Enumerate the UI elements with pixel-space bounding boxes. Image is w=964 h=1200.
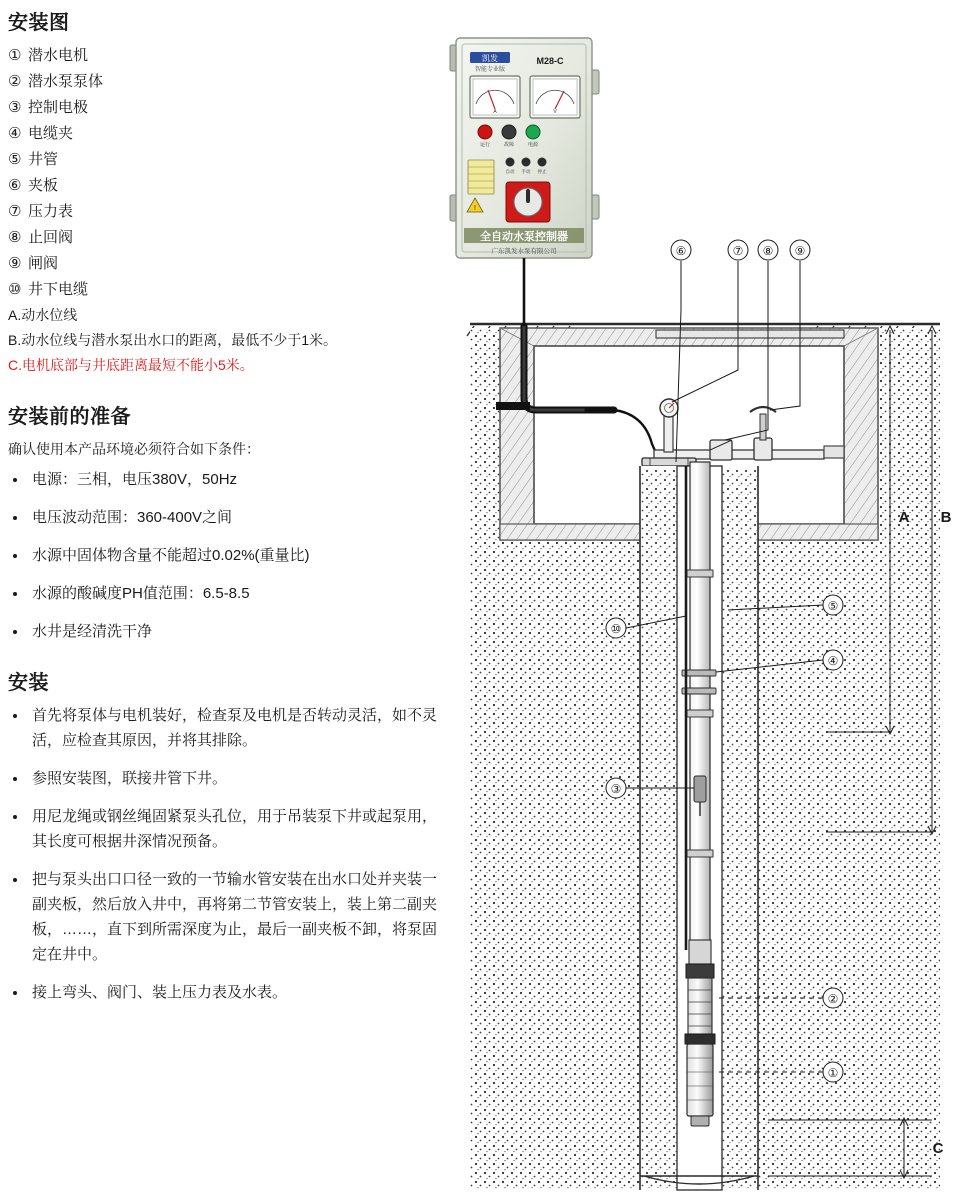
list-item: • 水源中固体物含量不能超过0.02%(重量比)	[28, 543, 438, 568]
legend-number: ②	[8, 73, 22, 90]
list-item	[8, 147, 438, 173]
pump-body	[685, 940, 715, 1044]
legend-number: ⑥	[8, 177, 22, 194]
controller-title: 全自动水泵控制器	[480, 231, 568, 243]
note-b: B.动水位线与潜水泵出水口的距离，最低不少于1米。	[8, 332, 338, 348]
list-item	[8, 199, 438, 225]
list-item: • 电源：三相，电压380V，50Hz	[28, 467, 438, 492]
notes-block	[8, 303, 438, 378]
prep-title: 安装前的准备	[8, 406, 131, 428]
legend-number: ⑤	[8, 151, 22, 168]
note-a: A.动水位线	[8, 307, 78, 323]
list-item: • 首先将泵体与电机装好，检查泵及电机是否转动灵活，如不灵活，应检查其原因，并将其排除。	[28, 703, 438, 753]
discharge-main	[656, 330, 844, 338]
callout-10: ⑩	[610, 622, 622, 636]
legend-list	[8, 43, 438, 303]
ammeter	[470, 76, 520, 118]
list-item	[8, 251, 438, 277]
callout-3: ③	[610, 782, 622, 796]
legend-number: ⑨	[8, 255, 22, 272]
legend-label: 闸阀	[28, 255, 59, 272]
controller-brand: 凯发	[482, 54, 498, 63]
dimension-b: B	[940, 509, 952, 526]
voltmeter-label: V	[553, 109, 557, 115]
check-valve	[710, 440, 732, 460]
list-item	[8, 121, 438, 147]
list-item: • 电压波动范围：360-400V之间	[28, 505, 438, 530]
legend-number: ⑦	[8, 203, 22, 220]
legend-label: 控制电极	[28, 99, 89, 116]
list-item: • 水井是经清洗干净	[28, 619, 438, 644]
callout-5: ⑤	[827, 599, 839, 613]
legend-number: ⑩	[8, 281, 22, 298]
dimension-a: A	[898, 509, 910, 526]
legend-number: ④	[8, 125, 22, 142]
legend-label: 夹板	[28, 177, 59, 194]
legend-label: 井下电缆	[28, 281, 89, 298]
note-c: C.电机底部与井底距离最短不能小5米。	[8, 357, 254, 373]
lamp-label-run: 运行	[479, 142, 491, 148]
legend-label: 井管	[28, 151, 59, 168]
submersible-motor	[687, 1044, 713, 1126]
list-item: • 把与泵头出口口径一致的一节输水管安装在出水口处并夹装一副夹板，然后放入井中，再将第二节管安装上，装上第二副夹板，……，直下到所需深度为止，最后一副夹板不卸，将泵固定在井中。	[28, 867, 438, 967]
prep-intro: 确认使用本产品环境必须符合如下条件：	[8, 441, 260, 457]
callout-4: ④	[827, 654, 839, 668]
callout-1: ①	[827, 1066, 839, 1080]
clamp-plate	[642, 458, 696, 466]
text-column	[8, 6, 438, 1018]
warning-icon: !	[474, 205, 476, 212]
callout-7: ⑦	[732, 244, 744, 258]
callout-6: ⑥	[675, 244, 687, 258]
legend-label: 潜水泵泵体	[28, 73, 104, 90]
legend-number: ⑧	[8, 229, 22, 246]
dimension-c: C	[932, 1140, 944, 1157]
indicator-lamps[interactable]	[478, 125, 540, 148]
controller-model: M28-C	[536, 56, 564, 66]
install-title: 安装	[8, 672, 49, 694]
list-item	[8, 173, 438, 199]
list-item: • 参照安装图，联接井管下井。	[28, 766, 438, 791]
list-item: • 水源的酸碱度PH值范围：6.5-8.5	[28, 581, 438, 606]
callout-9: ⑨	[794, 244, 806, 258]
legend-number: ①	[8, 47, 22, 64]
installation-diagram	[438, 10, 962, 1195]
list-item	[8, 277, 438, 303]
legend-label: 潜水电机	[28, 47, 89, 64]
callout-8: ⑧	[762, 244, 774, 258]
rotary-switch[interactable]	[506, 182, 550, 222]
page-title: 安装图	[8, 12, 70, 34]
list-item: • 接上弯头、阀门、装上压力表及水表。	[28, 980, 438, 1005]
button-label-manual: 手动	[521, 169, 531, 174]
prep-list	[8, 467, 438, 644]
button-label-stop: 停止	[537, 169, 547, 174]
pressure-gauge	[660, 399, 678, 417]
controller-company: 广东凯发水泵有限公司	[491, 248, 557, 255]
ammeter-label: A	[493, 109, 497, 115]
legend-number: ③	[8, 99, 22, 116]
callout-2: ②	[827, 992, 839, 1006]
list-item: • 用尼龙绳或钢丝绳固紧泵头孔位，用于吊装泵下井或起泵用，其长度可根据井深情况预备。	[28, 804, 438, 854]
list-item	[8, 225, 438, 251]
legend-label: 止回阀	[28, 229, 74, 246]
controller-brand-sub: 智能专业版	[474, 67, 506, 73]
controller-box	[450, 38, 599, 258]
list-item	[8, 95, 438, 121]
install-list	[8, 703, 438, 1005]
button-label-auto: 自动	[505, 169, 515, 174]
list-item	[8, 69, 438, 95]
lamp-label-fault: 故障	[503, 142, 515, 148]
legend-label: 电缆夹	[28, 125, 74, 142]
list-item	[8, 43, 438, 69]
lamp-label-power: 电源	[527, 142, 539, 148]
voltmeter	[530, 76, 580, 118]
legend-label: 压力表	[28, 203, 74, 220]
